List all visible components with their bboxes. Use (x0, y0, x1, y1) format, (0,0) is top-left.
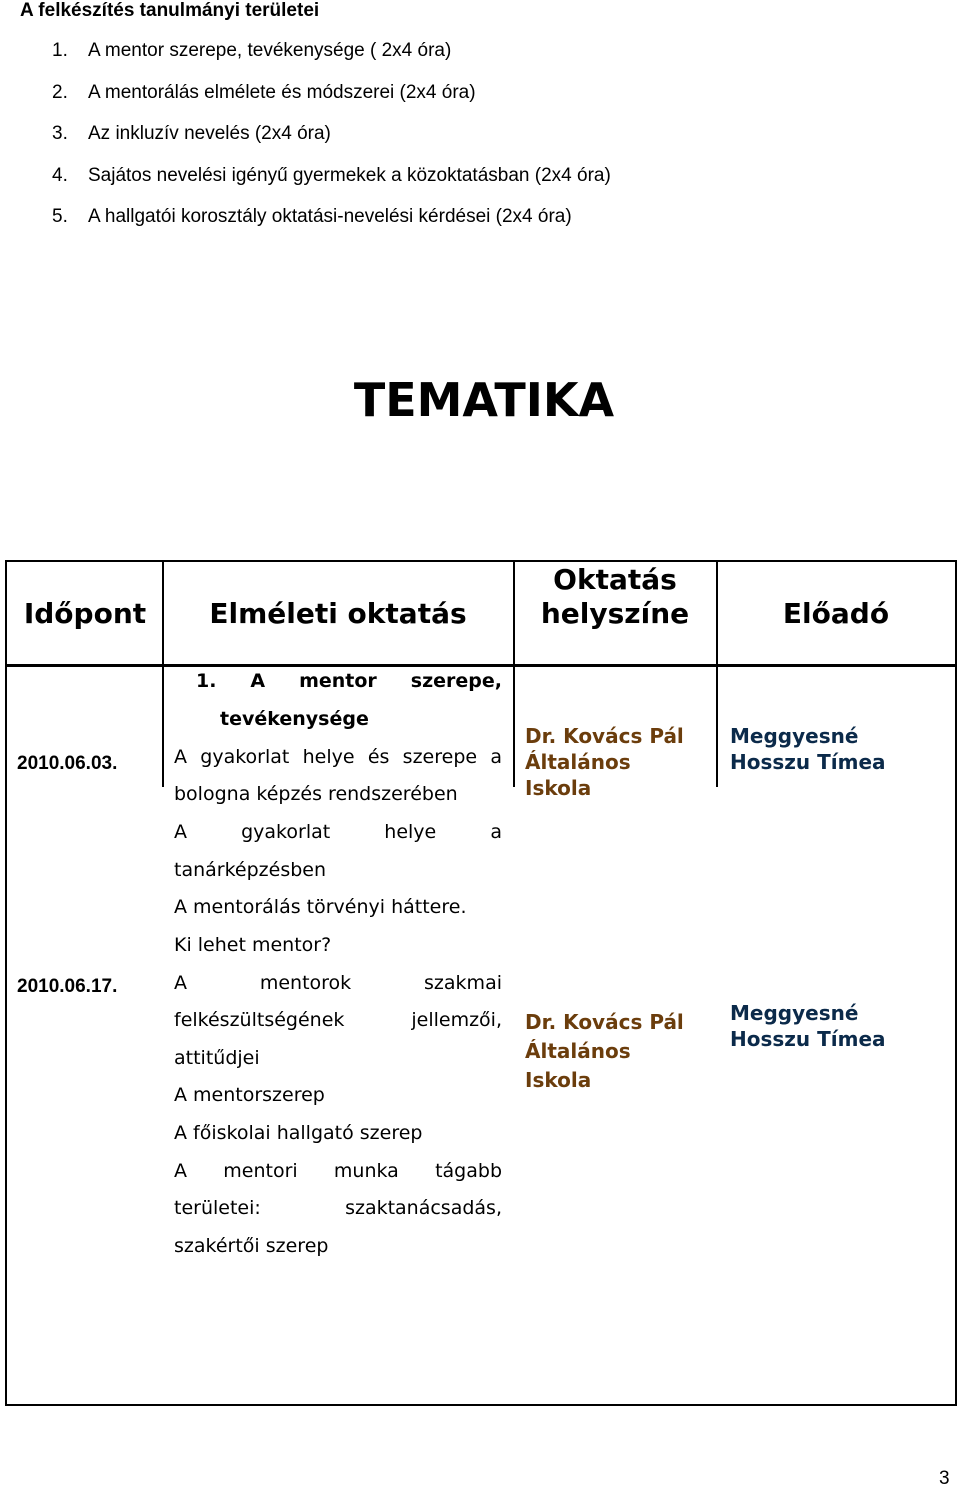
row-lecturer: Meggyesné Hosszu Tímea (730, 724, 886, 774)
column-divider (513, 560, 515, 667)
list-item: 3. Az inkluzív nevelés (2x4 óra) (52, 123, 331, 144)
content-line: területei: szaktanácsadás, (174, 1197, 502, 1219)
table-header-divider (5, 664, 957, 667)
header-theory: Elméleti oktatás (209, 597, 467, 630)
content-line: felkészültségének jellemzői, (174, 1009, 502, 1031)
section-heading: A felkészítés tanulmányi területei (20, 0, 320, 21)
content-line: A gyakorlat helye a (174, 821, 502, 843)
content-line: A gyakorlat helye és szerepe a (174, 746, 502, 768)
column-divider (716, 560, 718, 667)
list-item: 2. A mentorálás elmélete és módszerei (2x4 óra) (52, 81, 476, 103)
column-divider (162, 560, 164, 667)
column-divider (162, 667, 164, 787)
content-line: 1. A mentor szerepe, (196, 670, 502, 692)
header-date: Időpont (23, 597, 147, 630)
row-lecturer: Meggyesné Hosszu Tímea (730, 1001, 886, 1051)
row-date: 2010.06.17. (17, 976, 118, 997)
content-line: A mentorálás törvényi háttere. (174, 896, 467, 918)
content-line: szakértői szerep (174, 1235, 329, 1257)
header-location-2: helyszíne (540, 597, 690, 630)
page-number: 3 (939, 1468, 950, 1489)
header-lecturer: Előadó (782, 597, 890, 630)
content-line: A mentori munka tágabb (174, 1160, 502, 1182)
content-line: A főiskolai hallgató szerep (174, 1122, 423, 1144)
row-date: 2010.06.03. (17, 753, 118, 774)
column-divider (716, 667, 718, 787)
content-line: A mentorszerep (174, 1084, 325, 1106)
list-item: 5. A hallgatói korosztály oktatási-nevelési kérdései (2x4 óra) (52, 206, 572, 227)
content-line: A mentorok szakmai (174, 972, 502, 994)
list-item: 1. A mentor szerepe, tevékenysége ( 2x4 óra) (52, 40, 452, 61)
row-location: Dr. Kovács Pál Általános Iskola (525, 724, 684, 800)
row-location: Dr. Kovács Pál Általános Iskola (525, 1010, 684, 1092)
header-location-1: Oktatás (553, 563, 677, 596)
content-line: attitűdjei (174, 1047, 260, 1069)
content-line: bologna képzés rendszerében (174, 783, 458, 805)
list-item: 4. Sajátos nevelési igényű gyermekek a közoktatásban (2x4 óra) (52, 164, 611, 186)
topic-list (52, 40, 611, 248)
content-line: tevékenysége (220, 708, 369, 730)
content-line: tanárképzésben (174, 859, 327, 881)
content-line: Ki lehet mentor? (174, 934, 332, 956)
page-title: TEMATIKA (353, 373, 615, 427)
